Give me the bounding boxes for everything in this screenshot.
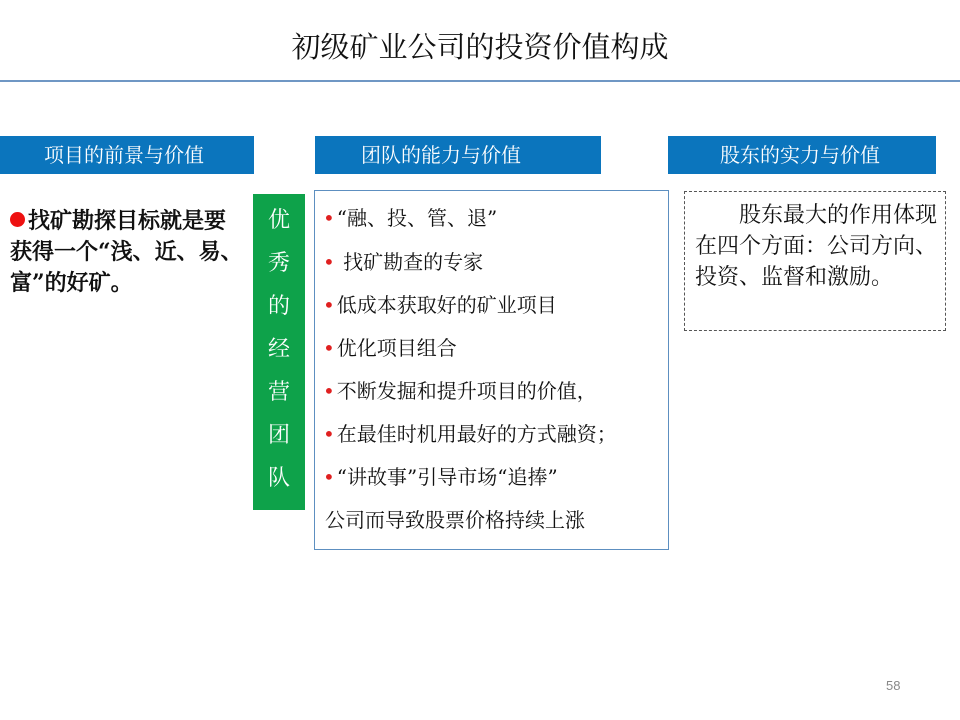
bullet: •	[323, 465, 335, 489]
slide-title: 初级矿业公司的投资价值构成	[291, 30, 669, 64]
vertical-char: 优	[267, 208, 290, 233]
vertical-char: 秀	[267, 251, 290, 276]
red-bullet-icon	[10, 212, 25, 227]
bullet: •	[323, 422, 335, 446]
header-project-value: 项目的前景与价值	[0, 136, 254, 174]
vertical-char: 团	[267, 423, 290, 448]
bullet: •	[323, 293, 335, 317]
bullet: •	[323, 206, 335, 230]
excellent-team-label	[253, 194, 305, 510]
list-item: • 在最佳时机用最好的方式融资；	[323, 422, 617, 446]
shareholder-description: 股东最大的作用体现在四个方面：公司方向、投资、监督和激励。	[684, 191, 946, 331]
vertical-char: 的	[267, 294, 290, 319]
title-divider	[0, 80, 960, 82]
list-item: • “讲故事”引导市场“追捧”	[323, 465, 558, 489]
list-item: • 不断发掘和提升项目的价值，	[323, 379, 597, 403]
page-number: 58	[886, 678, 901, 693]
list-item-continuation: 公司而导致股票价格持续上涨	[325, 508, 585, 532]
bullet: •	[323, 336, 335, 360]
list-item: • 低成本获取好的矿业项目	[323, 293, 557, 317]
vertical-char: 队	[267, 466, 290, 491]
header-team-ability: 团队的能力与价值	[315, 136, 601, 174]
vertical-char: 营	[267, 380, 290, 405]
vertical-char: 经	[267, 337, 290, 362]
bullet: •	[323, 379, 335, 403]
list-item: • “融、投、管、退”	[323, 206, 498, 230]
list-item: • 找矿勘查的专家	[323, 250, 484, 274]
list-item: • 优化项目组合	[323, 336, 457, 360]
project-description	[10, 206, 246, 299]
bullet: •	[323, 250, 335, 274]
team-ability-list	[314, 190, 669, 550]
project-description-text: 找矿勘探目标就是要获得一个“浅、近、易、富”的好矿。	[10, 208, 243, 296]
header-shareholder-strength: 股东的实力与价值	[668, 136, 936, 174]
